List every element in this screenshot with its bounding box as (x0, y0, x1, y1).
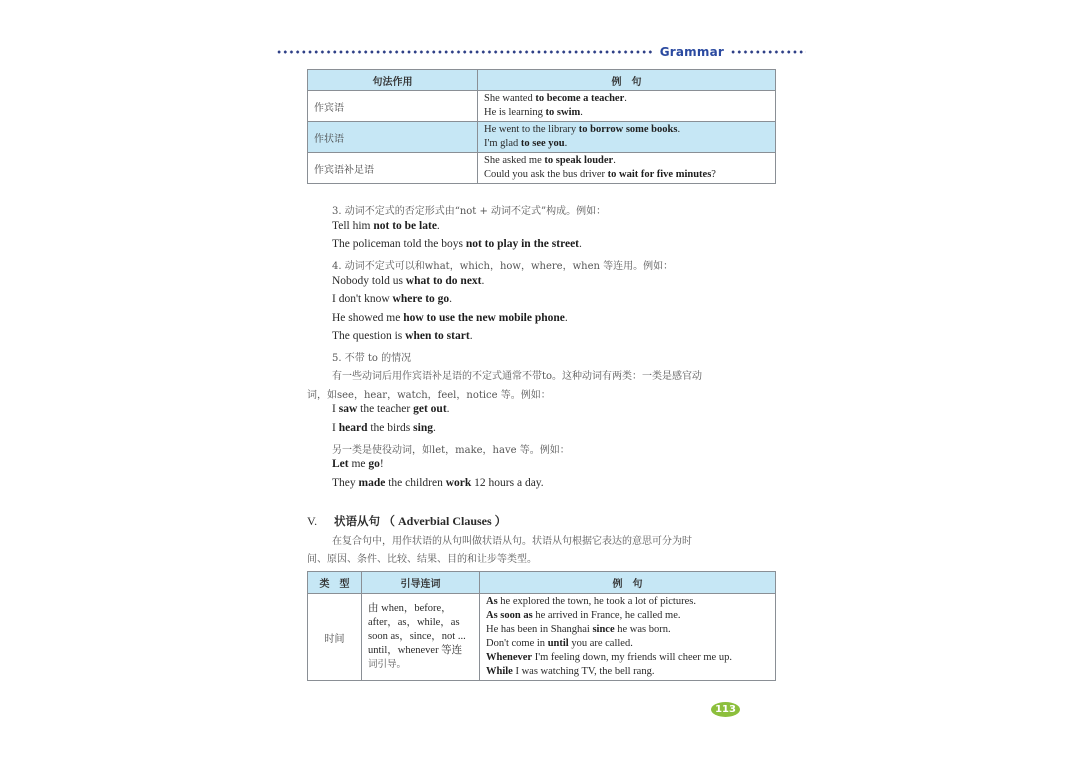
column-header: 引导连词 (362, 572, 480, 594)
example-sentence: The question is when to start. (332, 330, 473, 342)
example-sentence: Nobody told us what to do next. (332, 275, 485, 287)
example-sentence: I don't know where to go. (332, 293, 453, 305)
example-sentence: I'm glad to see you. (484, 138, 568, 149)
example-sentence: He showed me how to use the new mobile phone. (332, 312, 568, 324)
example-sentence: While I was watching TV, the bell rang. (486, 666, 655, 677)
header-dotted-rule-left (276, 50, 654, 54)
conjunction-line: 由 when，before， (368, 603, 452, 614)
infinitive-function-table (307, 69, 776, 184)
header-dotted-rule-right (730, 50, 806, 54)
example-sentence: She asked me to speak louder. (484, 155, 616, 166)
conjunction-line: 词引导。 (368, 659, 407, 670)
example-cell (478, 91, 776, 122)
column-header: 例 句 (480, 572, 776, 594)
example-sentence: Could you ask the bus driver to wait for five minutes? (484, 169, 716, 180)
section-heading (307, 512, 507, 529)
example-sentence: He is learning to swim. (484, 107, 583, 118)
example-cell (478, 122, 776, 153)
example-sentence: She wanted to become a teacher. (484, 93, 627, 104)
conjunction-cell (362, 594, 480, 681)
example-sentence: I heard the birds sing. (332, 422, 436, 434)
example-sentence: Let me go! (332, 458, 384, 470)
section-title-en: （ Adverbial Clauses ） (383, 514, 507, 528)
example-sentence: He went to the library to borrow some books. (484, 124, 681, 135)
page-header (276, 44, 806, 60)
example-sentence: Whenever I'm feeling down, my friends will cheer me up. (486, 652, 732, 663)
column-header: 类 型 (308, 572, 362, 594)
table-row (308, 153, 776, 184)
paragraph-line: 有一些动词后用作宾语补足语的不定式通常不带to。这种动词有两类：一类是感官动 (332, 371, 703, 382)
conjunction-line: soon as，since，not ... (368, 631, 466, 642)
table-header-row (308, 572, 776, 594)
conjunction-line: until，whenever 等连 (368, 645, 463, 656)
point-5-heading: 5. 不带 to 的情况 (332, 353, 412, 364)
example-cell (480, 594, 776, 681)
table-row (308, 91, 776, 122)
page-number-badge: 113 (711, 702, 740, 717)
paragraph-line: 在复合句中，用作状语的从句叫做状语从句。状语从句根据它表达的意思可分为时 (332, 536, 692, 547)
table-row (308, 594, 776, 681)
section-title-cn: 状语从句 (334, 514, 380, 528)
example-cell (478, 153, 776, 184)
table-header-row (308, 70, 776, 91)
example-sentence: They made the children work 12 hours a day. (332, 477, 544, 489)
example-sentence: Don't come in until you are called. (486, 638, 633, 649)
example-sentence: Tell him not to be late. (332, 220, 440, 232)
column-header: 句法作用 (308, 70, 478, 91)
function-label: 作状语 (308, 122, 478, 153)
example-sentence: I saw the teacher get out. (332, 403, 450, 415)
paragraph-line: 间、原因、条件、比较、结果、目的和让步等类型。 (307, 554, 537, 565)
adverbial-clause-table (307, 571, 776, 681)
function-label: 作宾语补足语 (308, 153, 478, 184)
example-sentence: As he explored the town, he took a lot of pictures. (486, 596, 696, 607)
example-sentence: He has been in Shanghai since he was born. (486, 624, 671, 635)
header-title: Grammar (659, 45, 724, 59)
table-row (308, 122, 776, 153)
paragraph-line: 另一类是使役动词，如let，make，have 等。例如： (332, 445, 570, 456)
point-3-heading: 3. 动词不定式的否定形式由“not + 动词不定式”构成。例如： (332, 206, 607, 217)
example-sentence: The policeman told the boys not to play in the street. (332, 238, 582, 250)
point-4-heading: 4. 动词不定式可以和what，which，how，where，when 等连用。例如： (332, 261, 674, 272)
example-sentence: As soon as he arrived in France, he called me. (486, 610, 681, 621)
clause-type: 时间 (308, 594, 362, 681)
section-number: V. (307, 514, 318, 528)
function-label: 作宾语 (308, 91, 478, 122)
conjunction-line: after，as，while，as (368, 617, 460, 628)
paragraph-line: 词，如see，hear，watch，feel，notice 等。例如： (307, 390, 551, 401)
column-header: 例 句 (478, 70, 776, 91)
